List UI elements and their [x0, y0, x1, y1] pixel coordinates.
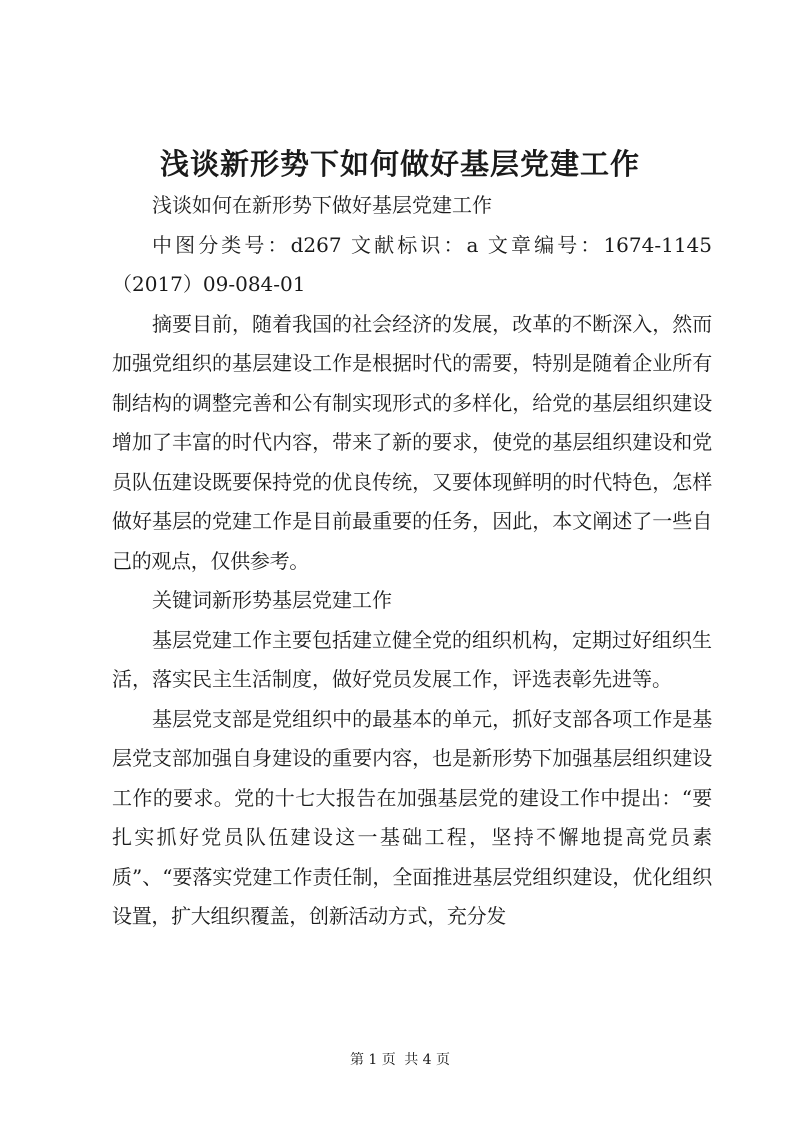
subtitle-paragraph: 浅谈如何在新形势下做好基层党建工作: [152, 193, 492, 217]
page-footer: [0, 1049, 800, 1069]
keywords-paragraph: 关键词新形势基层党建工作: [152, 588, 392, 612]
classification-paragraph: 中图分类号：d267 文献标识：a 文章编号：1674-1145（2017）09-084-01: [112, 232, 712, 296]
body-paragraph-2: 基层党支部是党组织中的最基本的单元，抓好支部各项工作是基层党支部加强自身建设的重要内容，也是新形势下加强基层组织建设工作的要求。党的十七大报告在加强基层党的建设工作中提出：“要扎实抓好党员队伍建设这一基础工程，坚持不懈地提高党员素质”、“要落实党建工作责任制，全面推进基层党组织建设，优化组织设置，扩大组织覆盖，创新活动方式，充分发: [112, 706, 712, 928]
document-body: [112, 186, 712, 937]
document-title: 浅谈新形势下如何做好基层党建工作: [159, 147, 640, 181]
body-paragraph-1: 基层党建工作主要包括建立健全党的组织机构，定期过好组织生活，落实民主生活制度，做好党员发展工作，评选表彰先进等。: [112, 627, 712, 691]
abstract-paragraph: 摘要目前，随着我国的社会经济的发展，改革的不断深入，然而加强党组织的基层建设工作是根据时代的需要，特别是随着企业所有制结构的调整完善和公有制实现形式的多样化，给党的基层组织建设增加了丰富的时代内容，带来了新的要求，使党的基层组织建设和党员队伍建设既要保持党的优良传统，又要体现鲜明的时代特色，怎样做好基层的党建工作是目前最重要的任务，因此，本文阐述了一些自己的观点，仅供参考。: [112, 311, 712, 573]
page-number: 第 1 页: [349, 1052, 396, 1068]
page-total: 共 4 页: [404, 1052, 451, 1068]
